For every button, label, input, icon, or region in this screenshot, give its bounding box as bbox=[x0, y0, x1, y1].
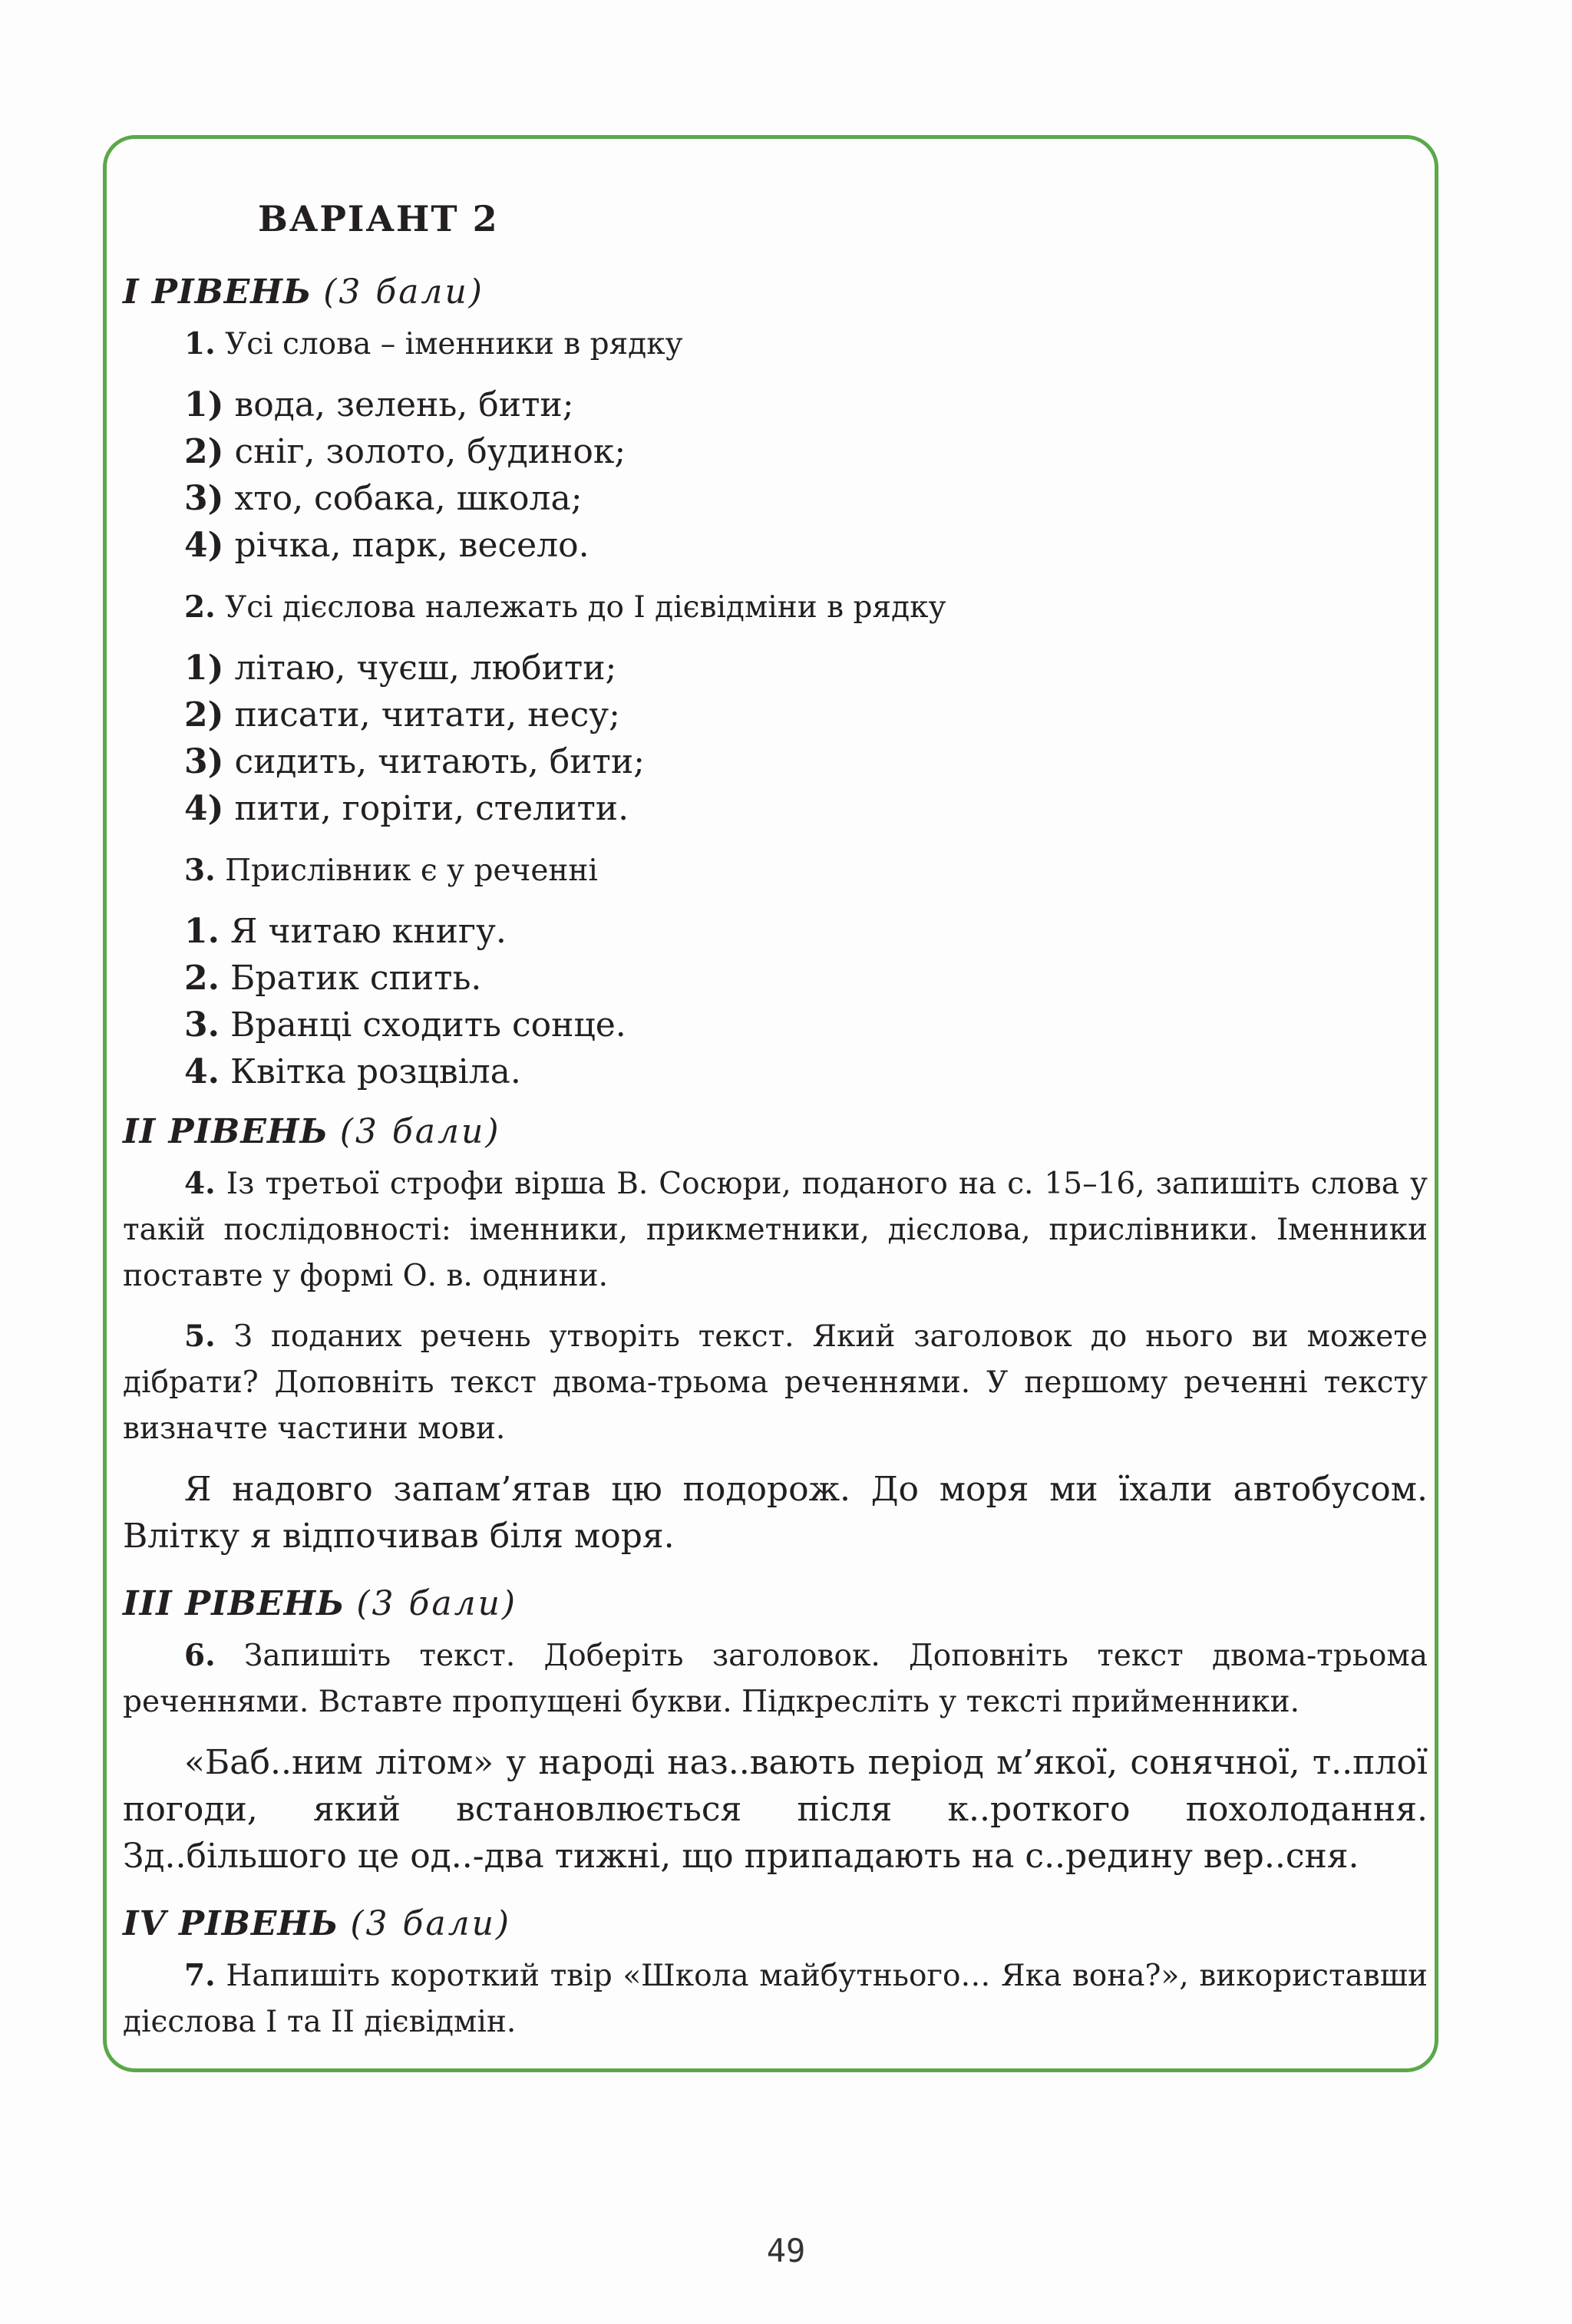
option bbox=[184, 1002, 1428, 1048]
option-number: 2) bbox=[184, 695, 224, 735]
question-text: Усі дієслова належать до І дієвідміни в рядку bbox=[225, 589, 946, 625]
question-number: 6. bbox=[184, 1637, 216, 1673]
option-text: хто, собака, школа; bbox=[234, 478, 583, 518]
question-2 bbox=[123, 584, 1428, 631]
level-name: III РІВЕНЬ bbox=[123, 1583, 345, 1623]
question-3 bbox=[123, 847, 1428, 894]
option bbox=[184, 645, 1428, 692]
option bbox=[184, 692, 1428, 738]
variant-title: ВАРІАНТ 2 bbox=[258, 198, 499, 239]
question-number: 7. bbox=[184, 1957, 216, 1993]
level-points: (3 бали) bbox=[323, 272, 484, 312]
question-number: 2. bbox=[184, 589, 216, 625]
option bbox=[184, 785, 1428, 832]
option-number: 4) bbox=[184, 788, 224, 828]
exercise-content bbox=[123, 200, 1428, 2059]
option bbox=[184, 955, 1428, 1002]
option-number: 3) bbox=[184, 741, 224, 781]
option-number: 1) bbox=[184, 648, 224, 688]
level-name: IV РІВЕНЬ bbox=[123, 1903, 339, 1943]
level-points: (3 бали) bbox=[356, 1583, 518, 1623]
option-number: 1) bbox=[184, 385, 224, 424]
option-text: писати, читати, несу; bbox=[234, 695, 620, 735]
question-6 bbox=[123, 1632, 1428, 1725]
page-number: 49 bbox=[766, 2232, 806, 2270]
option-text: літаю, чуєш, любити; bbox=[234, 648, 617, 688]
question-3-options bbox=[184, 908, 1428, 1095]
question-number: 3. bbox=[184, 852, 216, 888]
level-1-heading bbox=[123, 271, 1428, 313]
option-text: вода, зелень, бити; bbox=[234, 385, 574, 424]
question-text: Усі слова – іменники в рядку bbox=[225, 326, 683, 361]
option bbox=[184, 381, 1428, 428]
option-text: Квітка розцвіла. bbox=[230, 1051, 521, 1091]
question-text: З поданих речень утворіть текст. Який заголовок до нього ви можете дібрати? Доповніть текст двома-трьома реченнями. У першому реченні тексту визначте частини мови. bbox=[123, 1319, 1428, 1446]
option bbox=[184, 428, 1428, 475]
option bbox=[184, 738, 1428, 785]
option-number: 3. bbox=[184, 1005, 220, 1045]
option-text: Вранці сходить сонце. bbox=[230, 1005, 626, 1045]
option-number: 3) bbox=[184, 478, 224, 518]
question-5 bbox=[123, 1313, 1428, 1452]
option bbox=[184, 522, 1428, 569]
question-number: 4. bbox=[184, 1165, 216, 1201]
question-7 bbox=[123, 1953, 1428, 2045]
question-5-passage: Я надовго запам’ятав цю подорож. До моря ми їхали автобусом. Влітку я відпочивав біля моря. bbox=[123, 1469, 1428, 1556]
question-number: 1. bbox=[184, 325, 216, 361]
option-text: Братик спить. bbox=[230, 958, 482, 998]
option-number: 4) bbox=[184, 525, 224, 565]
level-points: (3 бали) bbox=[350, 1903, 512, 1943]
level-points: (3 бали) bbox=[339, 1111, 501, 1151]
option bbox=[184, 1048, 1428, 1095]
level-2-heading bbox=[123, 1111, 1428, 1153]
option-number: 2) bbox=[184, 431, 224, 471]
option-text: пити, горіти, стелити. bbox=[234, 788, 629, 828]
question-number: 5. bbox=[184, 1318, 216, 1354]
question-1 bbox=[123, 321, 1428, 368]
level-3-heading bbox=[123, 1583, 1428, 1625]
question-1-options bbox=[184, 381, 1428, 569]
level-4-heading bbox=[123, 1903, 1428, 1945]
option bbox=[184, 475, 1428, 522]
question-2-options bbox=[184, 645, 1428, 832]
option-text: Я читаю книгу. bbox=[230, 911, 507, 951]
question-4 bbox=[123, 1160, 1428, 1299]
option-number: 2. bbox=[184, 958, 220, 998]
option-text: сидить, читають, бити; bbox=[234, 741, 645, 781]
option-text: сніг, золото, будинок; bbox=[234, 431, 626, 471]
question-text: Напишіть короткий твір «Школа майбутнього… Яка вона?», використавши дієслова І та ІІ дієвідмін. bbox=[123, 1958, 1428, 2039]
option-text: річка, парк, весело. bbox=[234, 525, 590, 565]
question-6-passage: «Баб..ним літом» у народі наз..вають період м’якої, сонячної, т..плої погоди, який встановлюється після к..роткого похолодання. Зд..більшого це од..-два тижні, що припадають на с..редину вер..сня. bbox=[123, 1742, 1428, 1876]
question-text: Прислівник є у реченні bbox=[225, 853, 598, 888]
question-text: Запишіть текст. Доберіть заголовок. Доповніть текст двома-трьома реченнями. Вставте пропущені букви. Підкресліть у тексті прийменники. bbox=[123, 1638, 1428, 1719]
option-number: 4. bbox=[184, 1051, 220, 1091]
question-text: Із третьої строфи вірша В. Сосюри, поданого на с. 15–16, запишіть слова у такій послідовності: іменники, прикметники, дієслова, прислівники. Іменники поставте у формі О. в. однини. bbox=[123, 1166, 1428, 1293]
level-name: II РІВЕНЬ bbox=[123, 1111, 329, 1151]
level-name: I РІВЕНЬ bbox=[123, 272, 312, 312]
option bbox=[184, 908, 1428, 955]
option-number: 1. bbox=[184, 911, 220, 951]
